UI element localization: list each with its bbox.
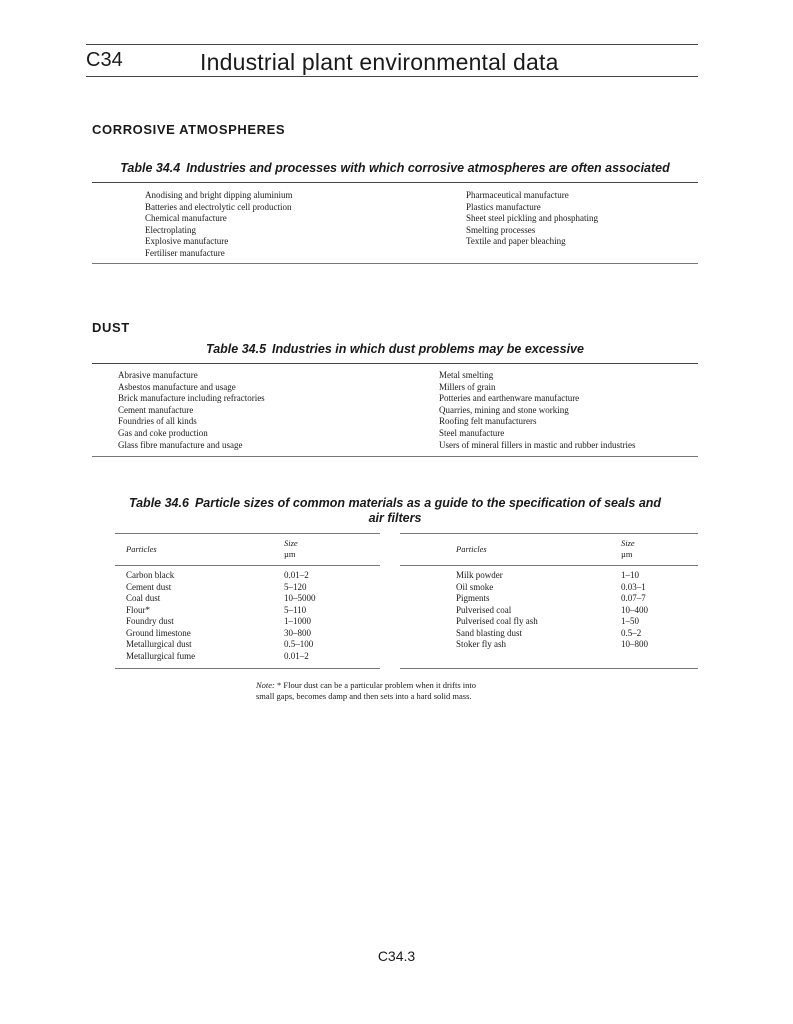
- particle-name-cell: Metallurgical dust: [126, 639, 192, 649]
- table-34-5-right-item: Users of mineral fillers in mastic and rubber industries: [439, 439, 636, 450]
- table-34-5-left-item: Cement manufacture: [118, 404, 194, 415]
- table-34-6-number: Table 34.6: [128, 496, 189, 510]
- table-34-6-left-top-rule: [115, 533, 380, 534]
- table-34-4-right-item: Textile and paper bleaching: [466, 236, 566, 247]
- table-34-6-left-bottom-rule: [115, 668, 380, 669]
- table-34-5-left-item: Foundries of all kinds: [118, 416, 197, 427]
- note-text-1: * Flour dust can be a particular problem when it drifts into: [277, 680, 477, 690]
- table-34-6-caption-line2: air filters: [368, 511, 422, 525]
- table-34-5-right-item: Millers of grain: [439, 381, 496, 392]
- note-text-2: small gaps, becomes damp and then sets into a hard solid mass.: [256, 691, 472, 701]
- table-34-6-left-particles: [126, 570, 195, 662]
- table-34-4-left-item: Fertiliser manufacture: [145, 247, 225, 258]
- table-34-4-caption-text: Industries and processes with which corrosive atmospheres are often associated: [186, 161, 670, 175]
- particle-name-cell: Milk powder: [456, 570, 503, 580]
- table-34-5-left-item: Asbestos manufacture and usage: [118, 381, 236, 392]
- particle-size-cell: 0.01–2: [284, 650, 309, 661]
- particle-name-cell: Pigments: [456, 593, 490, 603]
- particle-size-cell: 1–10: [621, 570, 639, 580]
- table-34-6-right-top-rule: [400, 533, 698, 534]
- particle-name-cell: Oil smoke: [456, 581, 494, 592]
- table-34-5-right-list: [439, 370, 635, 451]
- table-34-5-left-item: Abrasive manufacture: [118, 370, 198, 380]
- page-number: C34.3: [377, 948, 416, 964]
- table-34-4-left-item: Anodising and bright dipping aluminium: [145, 190, 293, 200]
- table-34-4-number: Table 34.4: [120, 161, 181, 175]
- col-header-unit-right: µm: [621, 549, 633, 559]
- table-34-5-left-item: Brick manufacture including refractories: [118, 393, 265, 404]
- col-header-size-left: Size: [284, 538, 298, 548]
- table-34-6-note: [256, 680, 476, 702]
- particle-size-cell: 10–5000: [284, 593, 316, 603]
- table-34-6-caption-text: Particle sizes of common materials as a guide to the specification of seals and: [194, 496, 662, 510]
- particle-name-cell: Cement dust: [126, 581, 172, 592]
- table-34-6-right-particles: [456, 570, 538, 651]
- chapter-code: C34: [86, 49, 123, 71]
- particle-name-cell: Ground limestone: [126, 627, 191, 638]
- table-34-6-left-header-rule: [115, 565, 380, 566]
- table-34-5-left-item: Glass fibre manufacture and usage: [118, 439, 243, 450]
- table-34-5-right-item: Steel manufacture: [439, 427, 505, 438]
- table-34-4-right-item: Plastics manufacture: [466, 201, 541, 212]
- table-34-5-right-item: Roofing felt manufacturers: [439, 416, 537, 427]
- table-34-6-right-bottom-rule: [400, 668, 698, 669]
- col-header-unit-left: µm: [284, 549, 296, 559]
- table-34-5-left-item: Gas and coke production: [118, 427, 208, 438]
- table-34-4-left-item: Electroplating: [145, 224, 196, 235]
- table-34-5-bottom-rule: [92, 456, 698, 457]
- particle-name-cell: Carbon black: [126, 570, 175, 580]
- col-header-particles-right: Particles: [456, 544, 487, 554]
- table-34-4-top-rule: [92, 182, 698, 183]
- page-title: Industrial plant environmental data: [200, 49, 559, 75]
- col-header-particles-left: Particles: [126, 544, 157, 554]
- table-34-5-right-item: Quarries, mining and stone working: [439, 404, 569, 415]
- particle-name-cell: Stoker fly ash: [456, 639, 506, 649]
- table-34-5-right-item: Metal smelting: [439, 370, 494, 380]
- table-34-5-caption: [92, 342, 698, 356]
- particle-size-cell: 0.01–2: [284, 570, 309, 580]
- particle-name-cell: Flour*: [126, 604, 151, 615]
- particle-size-cell: 1–50: [621, 616, 639, 626]
- table-34-4-right-item: Sheet steel pickling and phosphating: [466, 213, 598, 224]
- table-34-5-number: Table 34.5: [206, 342, 267, 356]
- particle-name-cell: Pulverised coal: [456, 604, 512, 615]
- table-34-6-left-sizes: [284, 570, 316, 662]
- header-top-rule: [86, 44, 698, 45]
- table-34-6-right-header-rule: [400, 565, 698, 566]
- note-label: Note:: [256, 680, 275, 690]
- table-34-4-right-item: Pharmaceutical manufacture: [466, 190, 569, 200]
- particle-size-cell: 0.5–100: [284, 639, 314, 649]
- table-34-4-left-item: Explosive manufacture: [145, 236, 229, 247]
- col-header-size-right: Size: [621, 538, 635, 548]
- particle-size-cell: 5–120: [284, 581, 307, 592]
- particle-size-cell: 0.03–1: [621, 581, 646, 592]
- table-34-4-right-item: Smelting processes: [466, 224, 536, 235]
- particle-size-cell: 10–800: [621, 639, 648, 649]
- particle-size-cell: 0.07–7: [621, 593, 646, 603]
- table-34-5-top-rule: [92, 363, 698, 364]
- table-34-4-left-item: Chemical manufacture: [145, 213, 227, 224]
- section-heading-corrosive: CORROSIVE ATMOSPHERES: [92, 122, 286, 137]
- table-34-5-left-list: [118, 370, 265, 451]
- particle-size-cell: 1–1000: [284, 616, 311, 626]
- header-bottom-rule: [86, 76, 698, 77]
- particle-name-cell: Pulverised coal fly ash: [456, 616, 538, 626]
- particle-name-cell: Metallurgical fume: [126, 650, 196, 661]
- note-line-1: [256, 680, 476, 691]
- table-34-5-right-item: Potteries and earthenware manufacture: [439, 393, 580, 404]
- particle-size-cell: 30–800: [284, 627, 311, 638]
- section-heading-dust: DUST: [92, 320, 130, 335]
- particle-name-cell: Foundry dust: [126, 616, 174, 626]
- table-34-4-bottom-rule: [92, 263, 698, 264]
- table-34-5-caption-text: Industries in which dust problems may be excessive: [272, 342, 584, 356]
- table-34-4-caption: [92, 161, 698, 175]
- particle-size-cell: 10–400: [621, 604, 648, 615]
- particle-name-cell: Coal dust: [126, 593, 161, 603]
- particle-name-cell: Sand blasting dust: [456, 627, 523, 638]
- table-34-6-caption-line1: [92, 496, 698, 511]
- table-34-4-left-item: Batteries and electrolytic cell production: [145, 201, 292, 212]
- table-34-6-caption: [92, 496, 698, 526]
- particle-size-cell: 0.5–2: [621, 627, 642, 638]
- table-34-6-right-sizes: [621, 570, 648, 651]
- table-34-4-right-list: [466, 190, 598, 248]
- particle-size-cell: 5–110: [284, 604, 307, 615]
- table-34-4-left-list: [145, 190, 293, 260]
